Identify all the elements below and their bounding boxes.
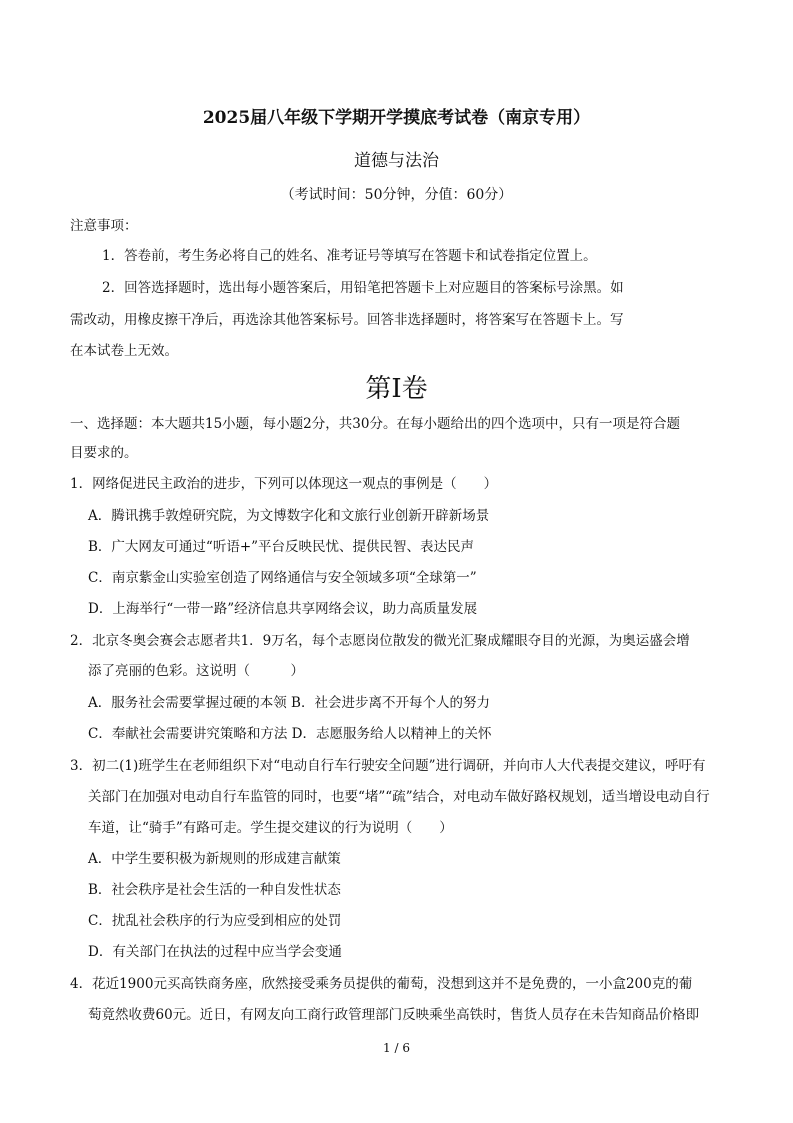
subject-title: 道德与法治 (354, 151, 439, 171)
notice-item-2-line-1: 2．回答选择题时，选出每小题答案后，用铅笔把答题卡上对应题目的答案标号涂黑。如 (102, 280, 624, 296)
notice-heading: 注意事项： (70, 218, 138, 234)
q2-options-cd: C．奉献社会需要讲究策略和方法 D．志愿服务给人以精神上的关怀 (88, 726, 492, 742)
q4-stem-line-1: 4．花近1900元买高铁商务座，欣然接受乘务员提供的葡萄，没想到这并不是免费的，一小盒200克的葡 (70, 976, 693, 992)
q2-stem-line-2: 添了亮丽的色彩。这说明（ ） (88, 663, 304, 679)
q1-option-c: C．南京紫金山实验室创造了网络通信与安全领域多项“全球第一” (88, 570, 477, 586)
exam-info: （考试时间：50分钟，分值：60分） (280, 187, 513, 203)
notice-item-1: 1．答卷前，考生务必将自己的姓名、准考证号等填写在答题卡和试卷指定位置上。 (102, 248, 597, 264)
q3-stem-line-1: 3．初二(1)班学生在老师组织下对“电动自行车行驶安全问题”进行调研，并向市人大代表提交建议，呼吁有 (70, 758, 706, 774)
page-number: 1 / 6 (383, 1041, 410, 1055)
q3-stem-line-3: 车道，让“骑手”有路可走。学生提交建议的行为说明（ ） (88, 820, 453, 836)
q3-option-c: C．扰乱社会秩序的行为应受到相应的处罚 (88, 913, 342, 929)
q1-option-d: D．上海举行“一带一路”经济信息共享网络会议，助力高质量发展 (88, 601, 478, 617)
q3-option-b: B．社会秩序是社会生活的一种自发性状态 (88, 882, 341, 898)
q3-option-a: A．中学生要积极为新规则的形成建言献策 (88, 851, 341, 867)
q3-option-d: D．有关部门在执法的过程中应当学会变通 (88, 944, 342, 960)
section-instruction-line-1: 一、选择题：本大题共15小题，每小题2分，共30分。在每小题给出的四个选项中，只有一项是符合题 (70, 416, 680, 432)
q1-option-b: B．广大网友可通过“听语+”平台反映民忧、提供民智、表达民声 (88, 539, 475, 555)
section-title: 第Ⅰ卷 (365, 374, 428, 404)
section-instruction-line-2: 目要求的。 (70, 445, 138, 461)
q3-stem-line-2: 关部门在加强对电动自行车监管的同时，也要“堵”“疏”结合，对电动车做好路权规划，适当增设电动自行 (88, 789, 710, 805)
q1-option-a: A．腾讯携手敦煌研究院，为文博数字化和文旅行业创新开辟新场景 (88, 508, 490, 524)
q2-stem-line-1: 2．北京冬奥会赛会志愿者共1．9万名，每个志愿岗位散发的微光汇聚成耀眼夺目的光源，为奥运盛会增 (70, 633, 690, 649)
q4-stem-line-2: 萄竟然收费60元。近日，有网友向工商行政管理部门反映乘坐高铁时，售货人员存在未告知商品价格即 (88, 1007, 700, 1023)
exam-title: 2025届八年级下学期开学摸底考试卷（南京专用） (202, 108, 591, 128)
notice-item-2-line-3: 在本试卷上无效。 (70, 343, 178, 359)
q2-options-ab: A．服务社会需要掌握过硬的本领 B．社会进步离不开每个人的努力 (88, 695, 490, 711)
q1-stem: 1．网络促进民主政治的进步，下列可以体现这一观点的事例是（ ） (70, 476, 498, 492)
notice-item-2-line-2: 需改动，用橡皮擦干净后，再选涂其他答案标号。回答非选择题时，将答案写在答题卡上。写 (70, 312, 624, 328)
